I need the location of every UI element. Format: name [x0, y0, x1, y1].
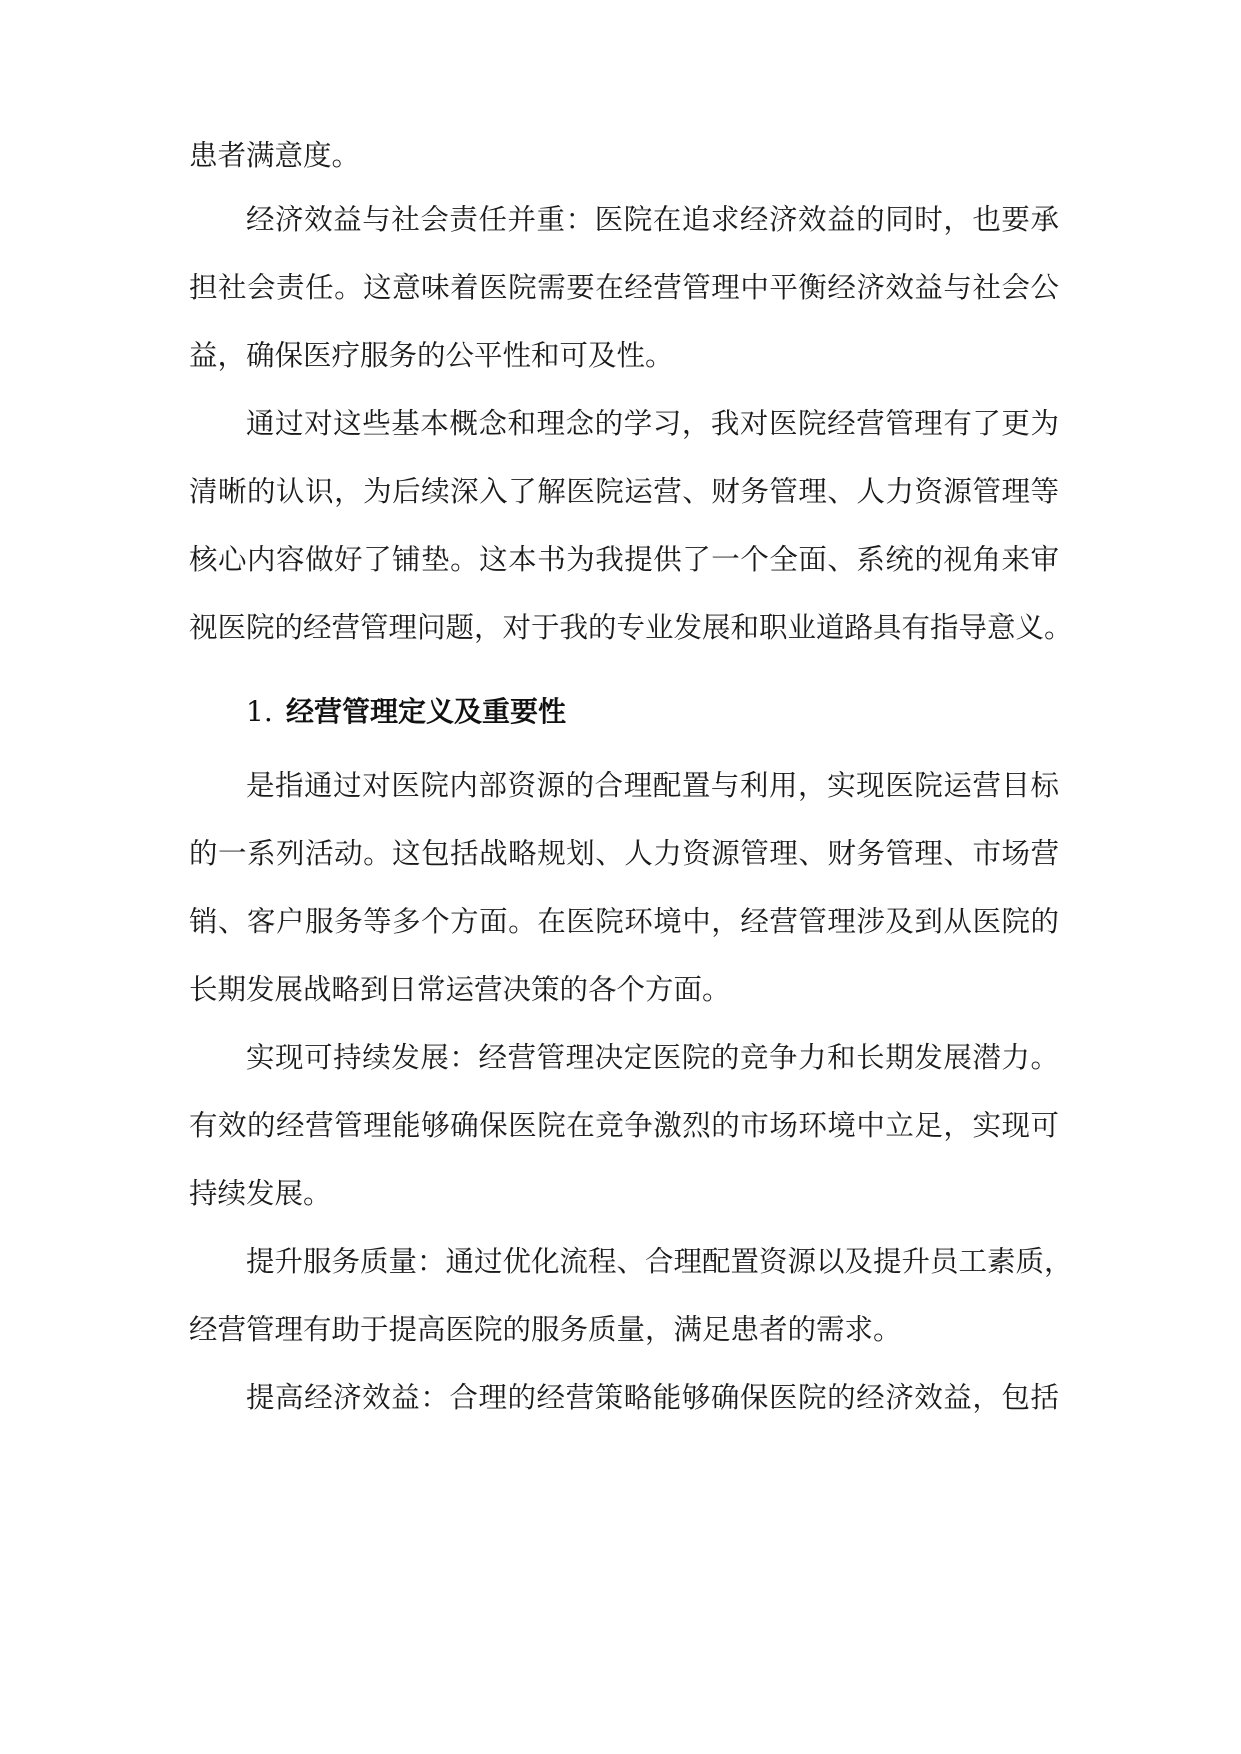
paragraph-line: 核心内容做好了铺垫。这本书为我提供了一个全面、系统的视角来审 [189, 543, 1059, 576]
section-heading [246, 692, 1059, 732]
paragraph-line: 益，确保医疗服务的公平性和可及性。 [189, 339, 674, 372]
paragraph-line: 担社会责任。这意味着医院需要在经营管理中平衡经济效益与社会公 [189, 271, 1059, 304]
paragraph-line: 经济效益与社会责任并重：医院在追求经济效益的同时，也要承 [246, 203, 1059, 236]
paragraph-line: 长期发展战略到日常运营决策的各个方面。 [189, 973, 731, 1006]
paragraph-line: 视医院的经营管理问题，对于我的专业发展和职业道路具有指导意义。 [189, 611, 1073, 644]
paragraph-line: 清晰的认识，为后续深入了解医院运营、财务管理、人力资源管理等 [189, 475, 1059, 508]
paragraph-line: 销、客户服务等多个方面。在医院环境中，经营管理涉及到从医院的 [189, 905, 1059, 938]
paragraph-line: 通过对这些基本概念和理念的学习，我对医院经营管理有了更为 [246, 407, 1059, 440]
paragraph-line: 持续发展。 [189, 1177, 332, 1210]
paragraph-line: 提高经济效益：合理的经营策略能够确保医院的经济效益，包括 [246, 1381, 1059, 1414]
paragraph-line: 有效的经营管理能够确保医院在竞争激烈的市场环境中立足，实现可 [189, 1109, 1059, 1142]
section-title: 经营管理定义及重要性 [286, 695, 567, 728]
paragraph-line: 提升服务质量：通过优化流程、合理配置资源以及提升员工素质， [246, 1245, 1073, 1278]
paragraph-line: 经营管理有助于提高医院的服务质量，满足患者的需求。 [189, 1313, 902, 1346]
section-number: 1. [246, 695, 273, 728]
paragraph-line: 是指通过对医院内部资源的合理配置与利用，实现医院运营目标 [246, 769, 1059, 802]
paragraph-line: 的一系列活动。这包括战略规划、人力资源管理、财务管理、市场营 [189, 837, 1059, 870]
paragraph-line: 实现可持续发展：经营管理决定医院的竞争力和长期发展潜力。 [246, 1041, 1059, 1074]
paragraph-line: 患者满意度。 [189, 139, 361, 172]
